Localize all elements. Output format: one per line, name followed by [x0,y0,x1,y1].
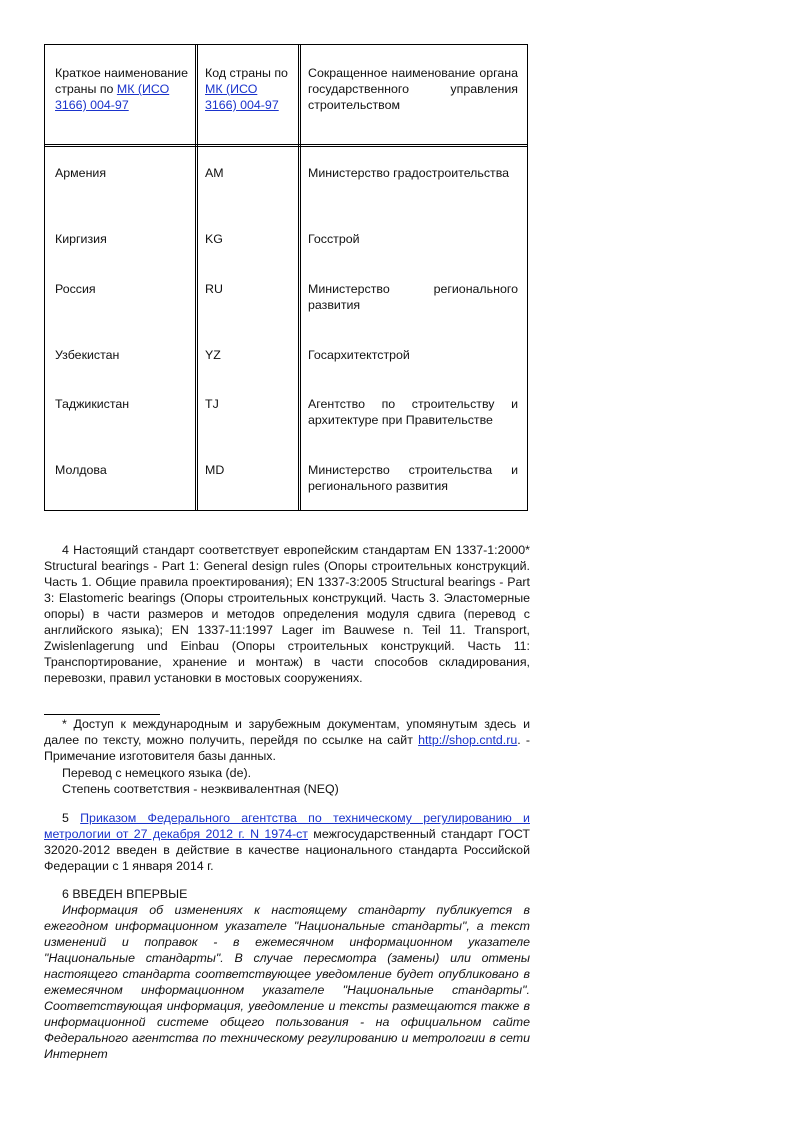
table-cell-country: Таджикистан [55,397,130,411]
table-cell-agency: Министерство регионального развития [308,282,518,312]
section-5-paragraph: 5 Приказом Федерального агентства по техническому регулированию и метрологии от 27 декабря 2012 г. N 1974-ст межгосударственный стандарт ГОСТ 32020-2012 введен в действие в качестве национального стандарта Российской Федерации с 1 января 2014 г. [44,811,530,873]
section-4-paragraph: 4 Настоящий стандарт соответствует европейским стандартам EN 1337-1:2000* Structural bearings - Part 1: General design rules (Опоры строительных конструкций. Часть 1. Общие правила проектирования); EN 1337-3:2005 Structural bearings - Part 3: Elastomeric bearings (Опоры строительных конструкций. Часть 3. Эластомерные опоры) в части размеров и методов определения модуля сдвига (перевод с английского языка); EN 1337-11:1997 Lager im Bauwese n. Teil 11. Transport, Zwislenlagerung und Einbau (Опоры строительных конструкций. Часть 11: Транспортирование, хранение и монтаж) в части способов складирования, перевозки, правил установки в мостовых сооружениях. [44,543,530,685]
header-code: Код страны по МК (ИСО 3166) 004-97 [205,66,288,112]
table-cell-code: MD [205,463,225,477]
section-6-info: Информация об изменениях к настоящему стандарту публикуется в ежегодном информационном указателе "Национальные стандарты", а текст изменений и поправок - в ежемесячном информационном указателе "Национальные стандарты". В случае пересмотра (замены) или отмены настоящего стандарта соответствующее уведомление будет опубликовано в ежемесячном информационном указателе "Национальные стандарты". Соответствующая информация, уведомление и тексты размещаются также в информационной системе общего пользования - на официальном сайте Федерального агентства по техническому регулированию и метрологии в сети Интернет [44,903,530,1061]
header-divider [45,144,527,147]
table-cell-code: KG [205,232,223,246]
section-6-title: 6 ВВЕДЕН ВПЕРВЫЕ [62,887,188,901]
conformity-degree: Степень соответствия - неэквивалентная (NEQ) [62,782,339,796]
table-cell-agency: Госархитектстрой [308,348,410,362]
header-country: Краткое наименование страны по МК (ИСО 3166) 004-97 [55,66,188,112]
table-cell-country: Армения [55,166,107,180]
order-link[interactable]: Приказом Федерального агентства по техническому регулированию и метрологии от 27 декабря 2012 г. N 1974-ст [44,811,530,841]
iso-3166-link[interactable]: МК (ИСО 3166) 004-97 [55,82,170,112]
table-cell-code: AM [205,166,224,180]
table-cell-agency: Министерство строительства и регионального развития [308,463,518,493]
column-divider [298,45,301,510]
table-cell-code: YZ [205,348,221,362]
table-cell-country: Киргизия [55,232,107,246]
translation-note: Перевод с немецкого языка (de). [62,766,252,780]
countries-table [44,44,528,511]
table-cell-code: RU [205,282,223,296]
shop-cntd-link[interactable]: http://shop.cntd.ru [418,733,518,747]
iso-3166-link[interactable]: МК (ИСО 3166) 004-97 [205,82,279,112]
table-cell-country: Молдова [55,463,107,477]
footnote-paragraph: * Доступ к международным и зарубежным документам, упомянутым здесь и далее по тексту, можно получить, перейдя по ссылке на сайт http://shop.cntd.ru. - Примечание изготовителя базы данных. [44,717,530,763]
column-divider [195,45,198,510]
header-agency: Сокращенное наименование органа государственного управления строительством [308,66,518,112]
table-cell-country: Узбекистан [55,348,120,362]
table-cell-agency: Агентство по строительству и архитектуре при Правительстве [308,397,518,427]
table-cell-agency: Госстрой [308,232,360,246]
table-cell-country: Россия [55,282,96,296]
footnote-rule [44,714,160,715]
table-cell-code: TJ [205,397,219,411]
table-cell-agency: Министерство градостроительства [308,166,510,180]
